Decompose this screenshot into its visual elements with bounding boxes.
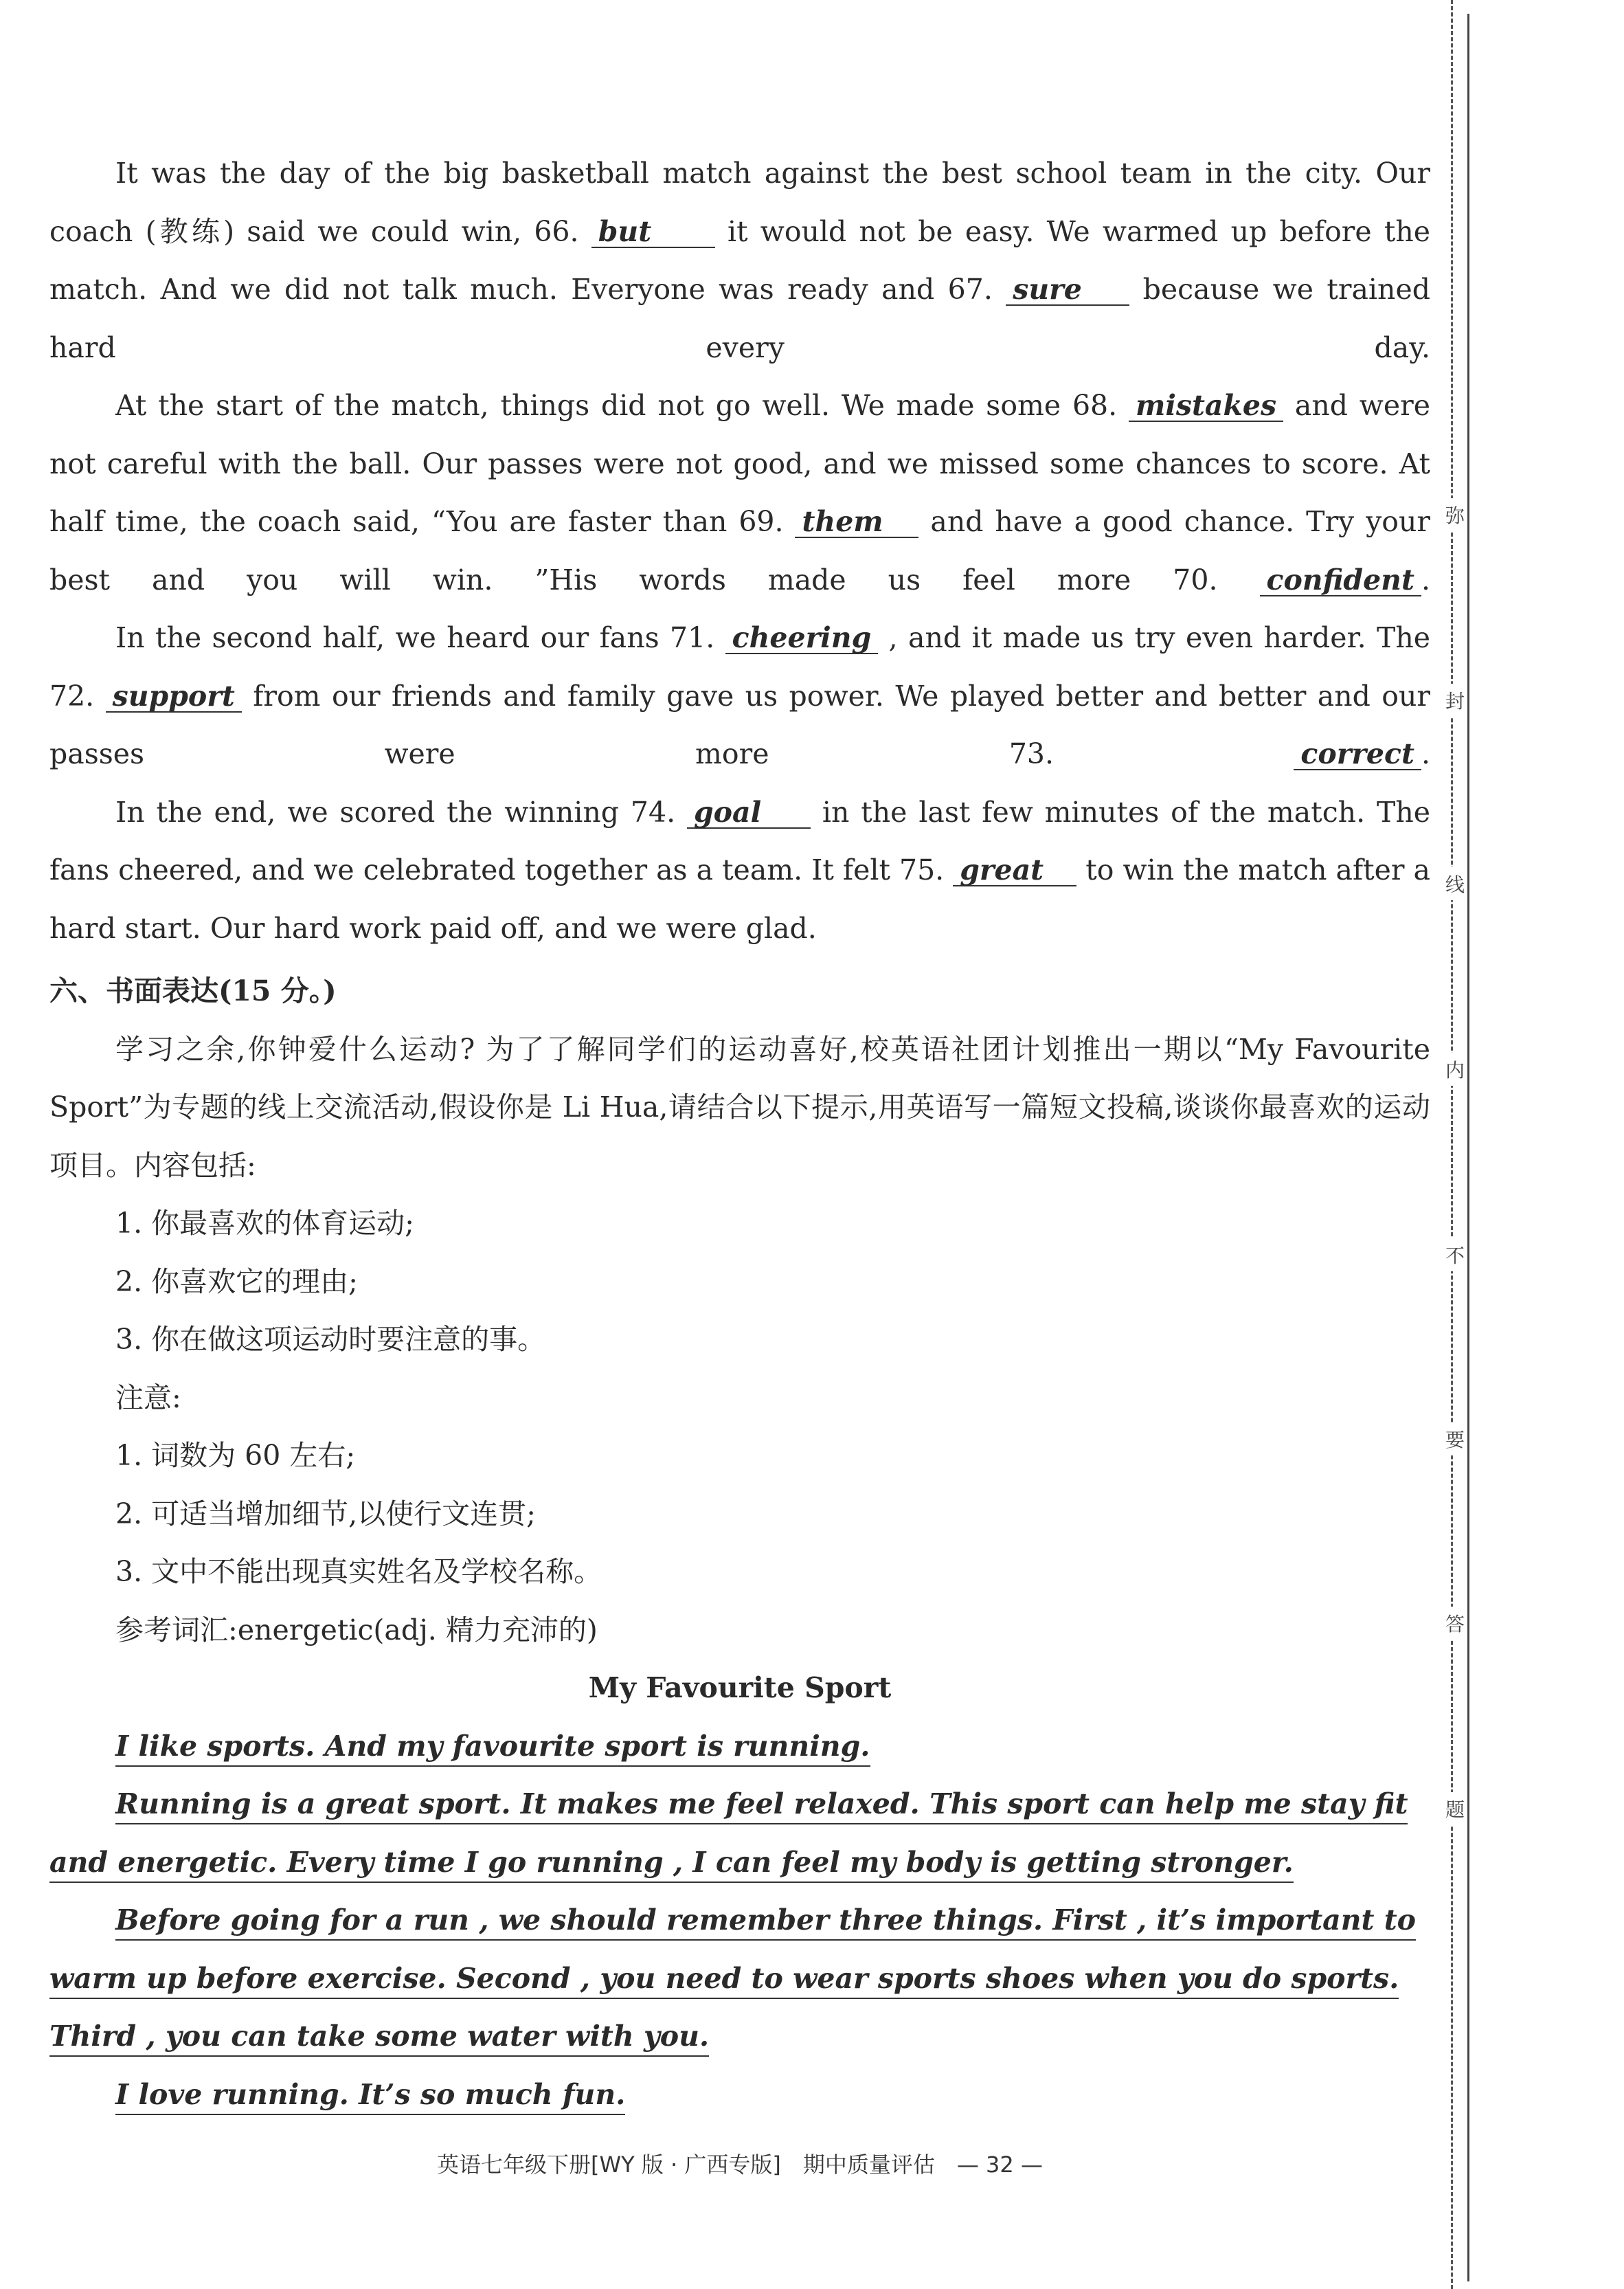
- binding-char: 不: [1445, 1238, 1465, 1271]
- text: , and it made us try even harder. The 72.: [49, 621, 1430, 713]
- essay-paragraph: I like sports. And my favourite sport is running.: [49, 1717, 1430, 1776]
- writing-prompt: 学习之余,你钟爱什么运动? 为了了解同学们的运动喜好,校英语社团计划推出一期以“My Favourite Sport”为专题的线上交流活动,假设你是 Li Hua,请结合以下提示,用英语写一篇短文投稿,谈谈你最喜欢的运动项目。内容包括:: [49, 1032, 1430, 1182]
- dashed-cut-line: [1451, 0, 1453, 2289]
- cloze-paragraph-3: [49, 609, 1430, 783]
- binding-char: 弥: [1445, 498, 1465, 531]
- answer-75: great: [953, 855, 1076, 886]
- text: In the second half, we heard our fans 71.: [115, 621, 715, 654]
- page-footer: 英语七年级下册[WY 版 · 广西专版] 期中质量评估 — 32 —: [437, 2152, 1043, 2178]
- text: .: [1421, 737, 1430, 770]
- worksheet-page: [49, 0, 1430, 2289]
- text: in the last few minutes of the match. The fans cheered, and we celebrated together as a team. It felt 75.: [49, 795, 1430, 886]
- binding-char: 线: [1445, 867, 1465, 900]
- answer-69: them: [795, 506, 918, 538]
- text: and were not careful with the ball. Our passes were not good, and we missed some chances to score. At half time, the coach said, “You are faster than 69.: [49, 389, 1430, 538]
- binding-char: 题: [1445, 1792, 1465, 1825]
- vocab-hint: 参考词汇:energetic(adj. 精力充沛的): [115, 1613, 598, 1646]
- text: and have a good chance. Try your best and you will win. ”His words made us feel more 70.: [49, 505, 1430, 596]
- writing-section: [49, 962, 1430, 2123]
- prompt-point: 1. 你最喜欢的体育运动;: [115, 1207, 414, 1240]
- binding-line: [1467, 14, 1469, 2281]
- text: from our friends and family gave us power. We played better and better and our passes were more 73.: [49, 679, 1430, 770]
- note-item: 2. 可适当增加细节,以使行文连贯;: [115, 1497, 536, 1530]
- section-heading: 六、书面表达(15 分。): [49, 974, 337, 1007]
- essay-title: My Favourite Sport: [588, 1671, 892, 1704]
- prompt-point: 3. 你在做这项运动时要注意的事。: [115, 1323, 546, 1356]
- binding-char: 要: [1445, 1422, 1465, 1455]
- answer-68: mistakes: [1129, 390, 1283, 422]
- note-item: 1. 词数为 60 左右;: [115, 1439, 356, 1472]
- essay-paragraph: I love running. It’s so much fun.: [49, 2066, 1430, 2124]
- text: to win the match after a hard start. Our hard work paid off, and we were glad.: [49, 853, 1430, 945]
- answer-71: cheering: [725, 623, 879, 654]
- answer-73: correct: [1294, 739, 1421, 770]
- binding-char: 答: [1445, 1607, 1465, 1640]
- binding-char: 内: [1445, 1053, 1465, 1086]
- binding-char: 封: [1445, 684, 1465, 717]
- text: because we trained hard every day.: [49, 273, 1430, 364]
- text: At the start of the match, things did not go well. We made some 68.: [115, 389, 1118, 422]
- essay-paragraph: Running is a great sport. It makes me feel relaxed. This sport can help me stay fit and energetic. Every time I go running , I can feel my body is getting stronger.: [49, 1775, 1430, 1891]
- text: it would not be easy. We warmed up before the match. And we did not talk much. Everyone was ready and 67.: [49, 214, 1430, 306]
- text: In the end, we scored the winning 74.: [115, 795, 676, 829]
- text: .: [1421, 563, 1430, 596]
- answer-72: support: [106, 681, 242, 713]
- answer-74: goal: [687, 797, 811, 829]
- answer-70: confident: [1260, 565, 1421, 596]
- answer-67: sure: [1006, 274, 1129, 306]
- note-label: 注意:: [115, 1381, 181, 1414]
- answer-66: but: [591, 216, 715, 248]
- essay-paragraph: Before going for a run , we should remember three things. First , it’s important to warm up before exercise. Second , you need to wear sports shoes when you do sports. Third , you can take some water with you.: [49, 1891, 1430, 2066]
- prompt-point: 2. 你喜欢它的理由;: [115, 1264, 358, 1298]
- cloze-paragraph-4: [49, 783, 1430, 958]
- cloze-passage: [49, 144, 1430, 957]
- binding-margin: [1445, 0, 1492, 2289]
- cloze-paragraph-1: [49, 144, 1430, 377]
- cloze-paragraph-2: [49, 377, 1430, 609]
- text: It was the day of the big basketball match against the best school team in the city. Our coach (教练) said we could win, 66.: [49, 157, 1430, 248]
- note-item: 3. 文中不能出现真实姓名及学校名称。: [115, 1555, 602, 1588]
